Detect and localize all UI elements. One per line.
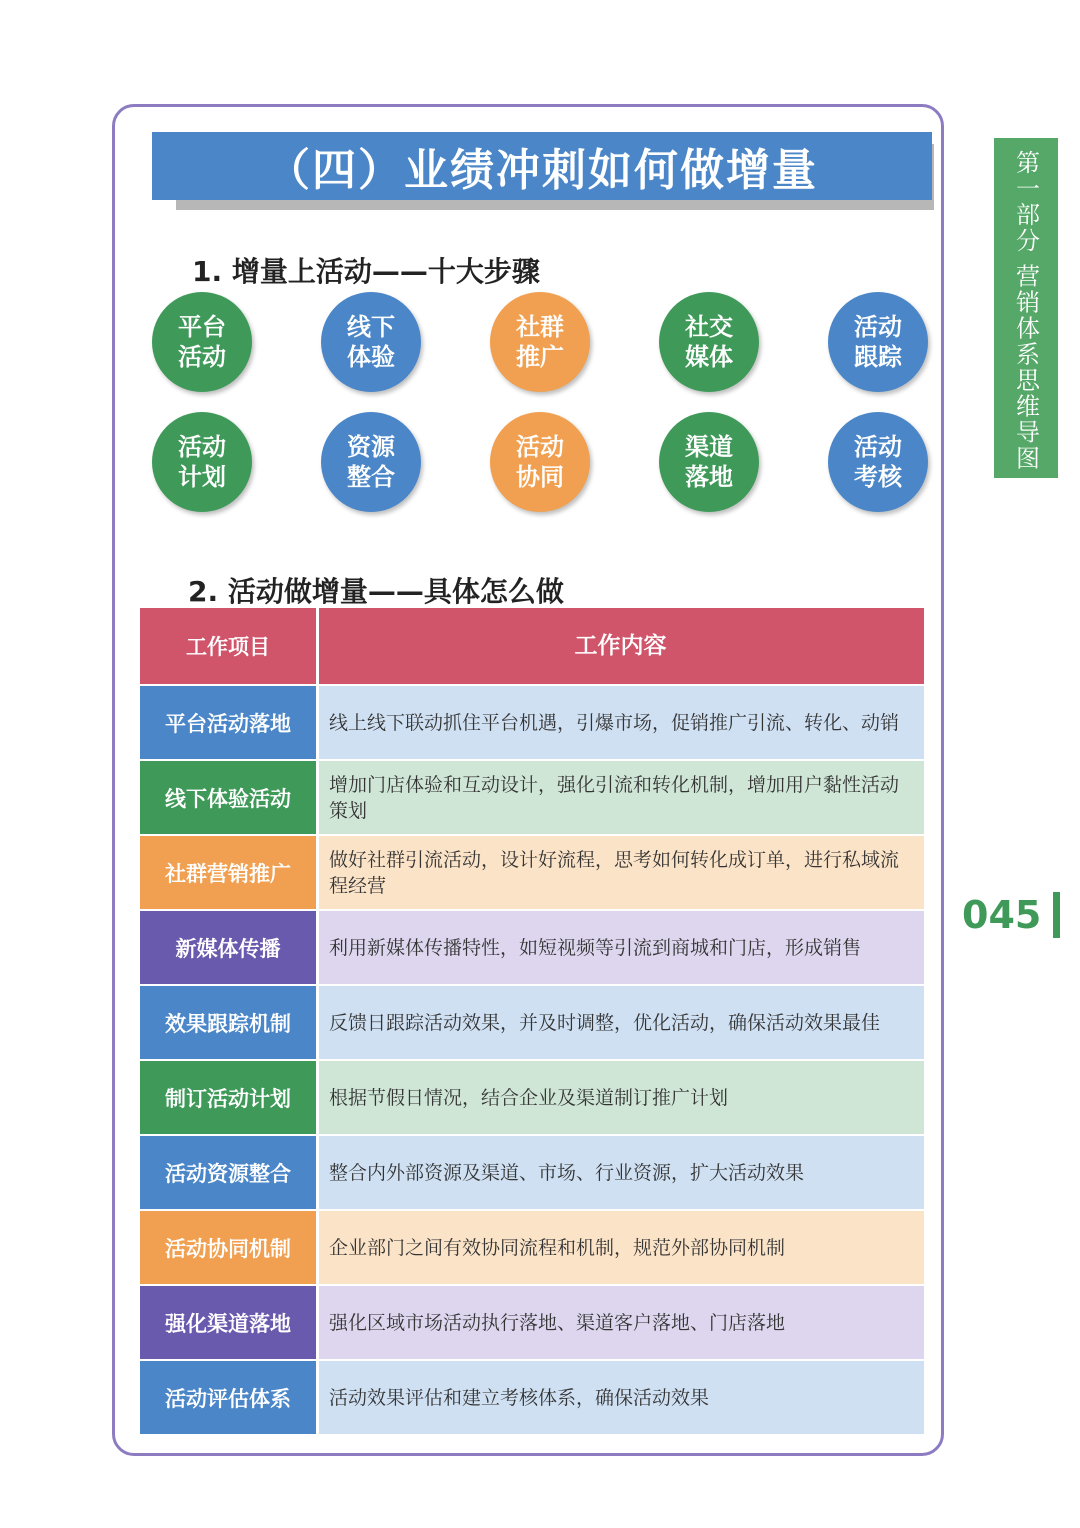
row-item: 线下体验活动 (140, 761, 319, 834)
page-number-bar (1053, 892, 1060, 938)
step-label: 资源整合 (347, 433, 395, 491)
row-item: 新媒体传播 (140, 911, 319, 984)
step-circle (659, 412, 759, 512)
step-label: 活动考核 (854, 433, 902, 491)
row-content: 活动效果评估和建立考核体系，确保活动效果 (319, 1361, 924, 1434)
row-content: 强化区域市场活动执行落地、渠道客户落地、门店落地 (319, 1286, 924, 1359)
step-label: 活动计划 (178, 433, 226, 491)
table-row (140, 986, 924, 1059)
step-label: 活动跟踪 (854, 313, 902, 371)
table-row (140, 911, 924, 984)
step-circle (152, 292, 252, 392)
header-item: 工作项目 (140, 608, 319, 684)
row-item: 活动协同机制 (140, 1211, 319, 1284)
step-circle (490, 292, 590, 392)
work-table (140, 608, 924, 1436)
row-content: 利用新媒体传播特性，如短视频等引流到商城和门店，形成销售 (319, 911, 924, 984)
page-number (962, 892, 1060, 938)
table-row (140, 686, 924, 759)
row-content: 做好社群引流活动，设计好流程，思考如何转化成订单，进行私域流程经营 (319, 836, 924, 909)
step-circle (321, 412, 421, 512)
header-content: 工作内容 (319, 608, 924, 684)
step-label: 社交媒体 (685, 313, 733, 371)
step-label: 渠道落地 (685, 433, 733, 491)
row-item: 活动评估体系 (140, 1361, 319, 1434)
row-content: 企业部门之间有效协同流程和机制，规范外部协同机制 (319, 1211, 924, 1284)
step-circle (659, 292, 759, 392)
step-circle (490, 412, 590, 512)
row-item: 强化渠道落地 (140, 1286, 319, 1359)
page-title: （四）业绩冲刺如何做增量 (152, 132, 932, 200)
table-header-row (140, 608, 924, 684)
section-title-table: 2. 活动做增量——具体怎么做 (188, 575, 564, 608)
table-row (140, 761, 924, 834)
step-label: 活动协同 (516, 433, 564, 491)
row-item: 社群营销推广 (140, 836, 319, 909)
step-label: 平台活动 (178, 313, 226, 371)
row-content: 反馈日跟踪活动效果，并及时调整，优化活动，确保活动效果最佳 (319, 986, 924, 1059)
row-content: 增加门店体验和互动设计，强化引流和转化机制，增加用户黏性活动策划 (319, 761, 924, 834)
row-item: 效果跟踪机制 (140, 986, 319, 1059)
table-row (140, 1286, 924, 1359)
step-circle (828, 412, 928, 512)
table-row (140, 1361, 924, 1434)
row-item: 活动资源整合 (140, 1136, 319, 1209)
step-circle (828, 292, 928, 392)
page-number-text: 045 (962, 893, 1042, 937)
chapter-tab-label: 第一部分 营销体系思维导图 (1011, 150, 1040, 472)
table-row (140, 1061, 924, 1134)
chapter-tab (994, 138, 1058, 478)
table-row (140, 1211, 924, 1284)
table-row (140, 836, 924, 909)
step-label: 社群推广 (516, 313, 564, 371)
row-content: 线上线下联动抓住平台机遇，引爆市场，促销推广引流、转化、动销 (319, 686, 924, 759)
row-content: 整合内外部资源及渠道、市场、行业资源，扩大活动效果 (319, 1136, 924, 1209)
step-label: 线下体验 (347, 313, 395, 371)
row-item: 制订活动计划 (140, 1061, 319, 1134)
table-row (140, 1136, 924, 1209)
row-content: 根据节假日情况，结合企业及渠道制订推广计划 (319, 1061, 924, 1134)
step-circle (321, 292, 421, 392)
step-circle (152, 412, 252, 512)
section-title-steps: 1. 增量上活动——十大步骤 (192, 255, 540, 288)
row-item: 平台活动落地 (140, 686, 319, 759)
